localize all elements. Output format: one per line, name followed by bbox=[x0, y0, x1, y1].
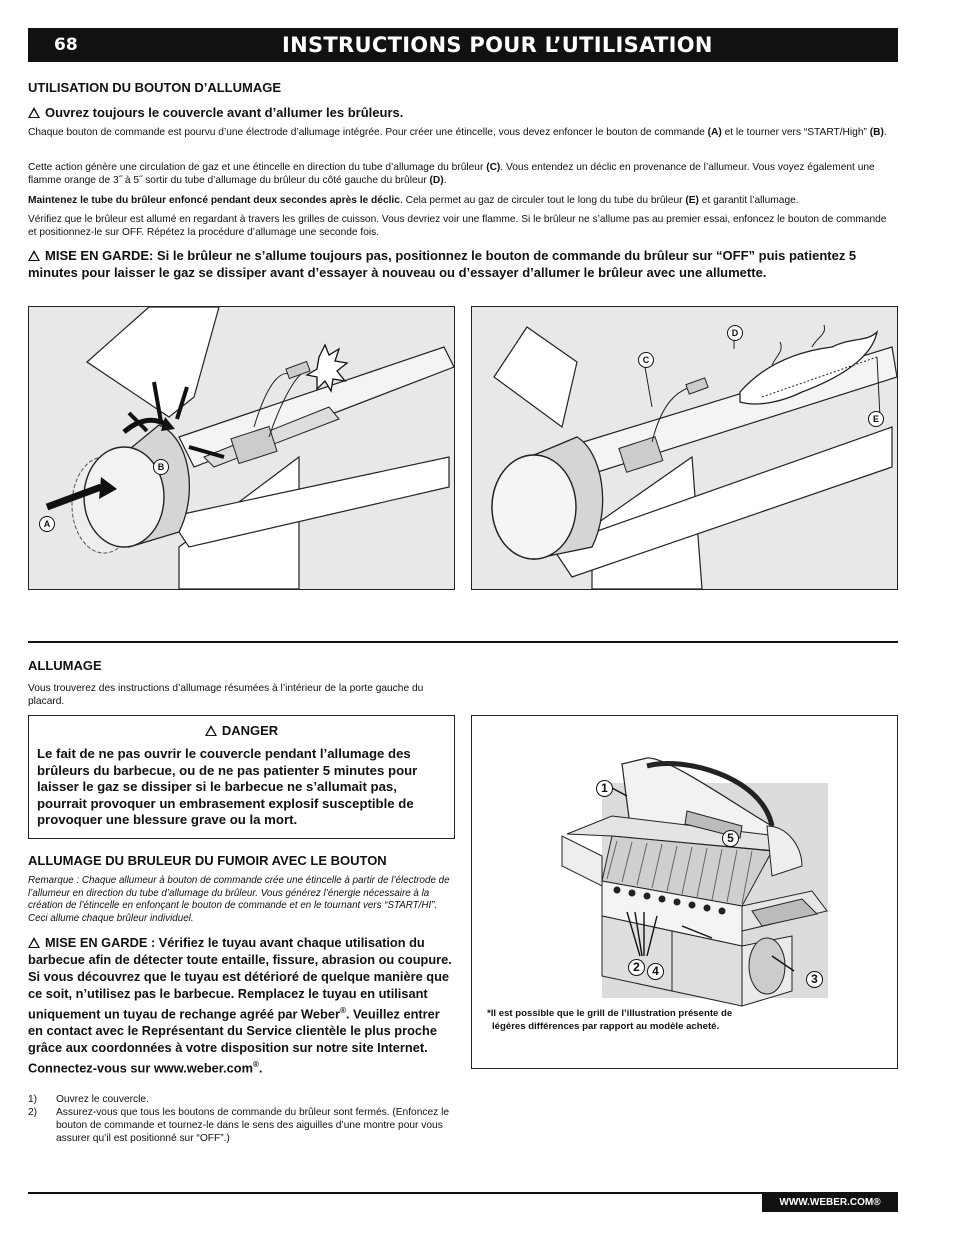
warning-triangle-icon bbox=[28, 937, 40, 948]
warning-burner-not-lit bbox=[28, 247, 874, 281]
danger-text: Le fait de ne pas ouvrir le couvercle pendant l’allumage des brûleurs du barbecue, ou de ne pas patienter 5 minutes pour laisser le gaz se dissiper si le barbecue ne s’allumait pas, pourrait provoquer un embrasement explosif susceptible de provoquer une blessure grave ou la mort. bbox=[37, 746, 418, 828]
warning-triangle-icon bbox=[205, 725, 217, 736]
paragraph-ignition-electrode: Chaque bouton de commande est pourvu d’une électrode d’allumage intégrée. Pour créer une étincelle, vous devez enfoncer le bouton de commande (A) et le tourner vers “START/High” (B). bbox=[28, 127, 887, 138]
figure-burner-flame bbox=[471, 306, 898, 590]
grill-caption: *Il est possible que le grill de l’illustration présente de légères différences par rapport au modèle acheté. bbox=[487, 1008, 733, 1032]
section-heading-smoker-burner: ALLUMAGE DU BRULEUR DU FUMOIR AVEC LE BOUTON bbox=[28, 853, 387, 868]
figure-label-c: C bbox=[638, 352, 654, 368]
figure-label-a: A bbox=[39, 516, 55, 532]
paragraph-lighting-intro: Vous trouverez des instructions d’allumage résumées à l’intérieur de la porte gauche du placard. bbox=[28, 683, 424, 707]
section-heading-lighting: ALLUMAGE bbox=[28, 658, 102, 673]
figure-knob-press-illustration bbox=[29, 307, 454, 589]
danger-title: DANGER bbox=[29, 723, 454, 738]
warning-open-lid-text: Ouvrez toujours le couvercle avant d’allumer les brûleurs. bbox=[45, 105, 404, 120]
footer-url: WWW.WEBER.COM® bbox=[762, 1194, 898, 1212]
grill-label-4: 4 bbox=[647, 963, 664, 980]
warning-hose-check: MISE EN GARDE : Vérifiez le tuyau avant chaque utilisation du barbecue afin de détecter toute entaille, fissure, abrasion ou coupure. Si vous découvrez que le tuyau est détérioré de quelque manière que ce soit, n’utilisez pas le barbecue. Remplacez le tuyau en utilisant uniquement un tuyau de rechange agréé par Weber®. Veuillez entrer en contact avec le Représentant du Service clientèle le plus proche grâce aux coordonnées à votre disposition sur notre site Internet. Connectez-vous sur www.weber.com®. bbox=[28, 935, 452, 1075]
warning-triangle-icon bbox=[28, 250, 40, 261]
figure-label-d: D bbox=[727, 325, 743, 341]
figure-label-b: B bbox=[153, 459, 169, 475]
steps-list bbox=[28, 1093, 458, 1145]
figure-knob-press bbox=[28, 306, 455, 590]
warning-triangle-icon bbox=[28, 107, 40, 118]
paragraph-hold-burner: Maintenez le tube du brûleur enfoncé pendant deux secondes après le déclic. Cela permet au gaz de circuler tout le long du tube du brûleur (E) et garantit l’allumage. bbox=[28, 195, 799, 206]
paragraph-gas-flow: Cette action génère une circulation de gaz et une étincelle en direction du tube d’allumage du brûleur (C). Vous entendez un déclic en provenance de l’allumeur. Vous voyez également une flamme orange de 3˝ à 5˝ sortir du tube d’allumage du brûleur du côté gauche du brûleur (D). bbox=[28, 162, 875, 186]
figure-label-e: E bbox=[868, 411, 884, 427]
page-number: 68 bbox=[54, 35, 78, 55]
section-heading-ignition-button: UTILISATION DU BOUTON D’ALLUMAGE bbox=[28, 80, 282, 95]
section-divider bbox=[28, 641, 898, 643]
note-ignition: Remarque : Chaque allumeur à bouton de commande crée une étincelle à partir de l’électrode de l’allumeur en direction du tube d’allumage du brûleur. Vous générez l’énergie nécessaire à la création de l’étincelle en enfonçant le bouton de commande et en le tournant vers “START/HI”. Ceci allume chaque brûleur individuel. bbox=[28, 875, 450, 924]
list-item: 2) Assurez-vous que tous les boutons de commande du brûleur sont fermés. (Enfoncez le bouton de commande et tournez-le dans le sens des aiguilles d’une montre pour vous assurer qu’il est positionné sur “OFF”.) bbox=[28, 1107, 449, 1144]
list-item: 1) Ouvrez le couvercle. bbox=[28, 1094, 149, 1105]
page-header bbox=[28, 28, 898, 62]
paragraph-verify-burner: Vérifiez que le brûleur est allumé en regardant à travers les grilles de cuisson. Vous devriez voir une flamme. Si le brûleur ne s’allume pas au premier essai, enfoncez le bouton de commande et positionnez-le sur OFF. Répétez la procédure d’allumage une seconde fois. bbox=[28, 214, 887, 238]
warning-burner-not-lit-text: MISE EN GARDE: Si le brûleur ne s’allume toujours pas, positionnez le bouton de commande du brûleur sur “OFF” puis patientez 5 minutes pour laisser le gaz se dissiper avant d’essayer à nouveau ou d’essayer d’allumer le brûleur avec une allumette. bbox=[28, 248, 857, 280]
page-title: INSTRUCTIONS POUR L’UTILISATION bbox=[282, 33, 713, 57]
grill-label-1: 1 bbox=[596, 780, 613, 797]
grill-label-5: 5 bbox=[722, 830, 739, 847]
figure-grill bbox=[471, 715, 898, 1069]
danger-box bbox=[28, 715, 455, 839]
figure-burner-flame-illustration bbox=[472, 307, 897, 589]
warning-open-lid bbox=[28, 104, 898, 121]
grill-label-3: 3 bbox=[806, 971, 823, 988]
grill-label-2: 2 bbox=[628, 959, 645, 976]
